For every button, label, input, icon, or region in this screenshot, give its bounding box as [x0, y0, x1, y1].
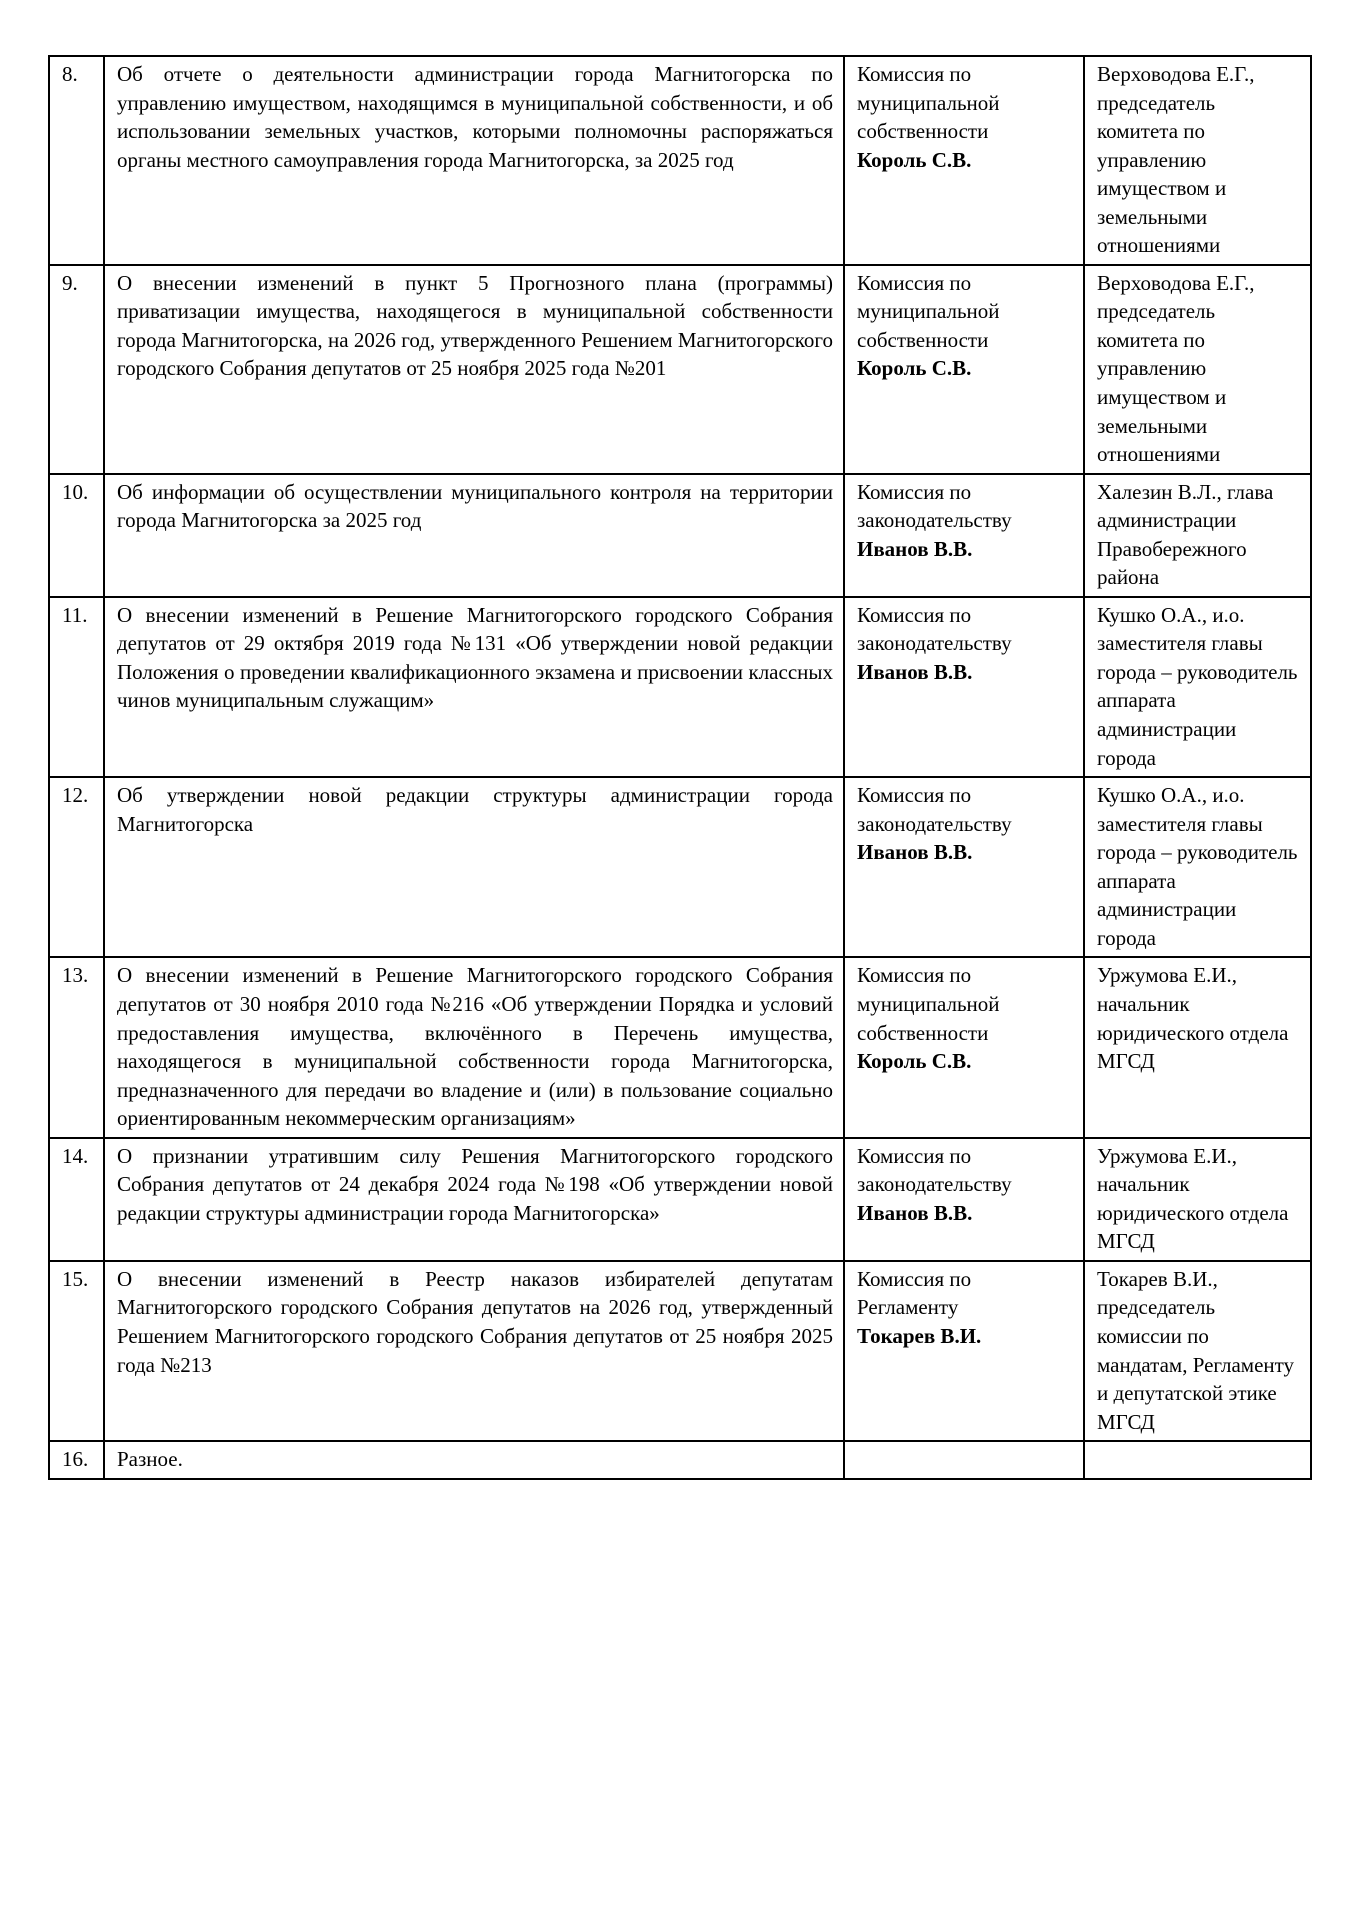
agenda-topic: Об отчете о деятельности администрации города Магнитогорска по управлению имуществом, находящимся в муниципальной собственности, и об использовании земельных участков, которыми полномочны распоряжаться органы местного самоуправления города Магнитогорска, за 2025 год: [104, 56, 844, 265]
table-row: [49, 1441, 1311, 1479]
commission-cell: [844, 1441, 1084, 1479]
responsible-person: Халезин В.Л., глава администрации Правобережного района: [1084, 474, 1311, 597]
agenda-topic: О внесении изменений в Решение Магнитогорского городского Собрания депутатов от 30 ноября 2010 года №216 «Об утверждении Порядка и условий предоставления имущества, включённого в Перечень имущества, находящегося в муниципальной собственности города Магнитогорска, предназначенного для передачи во владение и (или) в пользование социально ориентированным некоммерческим организациям»: [104, 957, 844, 1137]
table-row: [49, 1138, 1311, 1261]
table-row: [49, 777, 1311, 957]
responsible-person: Токарев В.И., председатель комиссии по мандатам, Регламенту и депутатской этике МГСД: [1084, 1261, 1311, 1441]
table-row: [49, 1261, 1311, 1441]
agenda-topic: Об информации об осуществлении муниципального контроля на территории города Магнитогорска за 2025 год: [104, 474, 844, 597]
agenda-topic: О внесении изменений в пункт 5 Прогнозного плана (программы) приватизации имущества, находящегося в муниципальной собственности города Магнитогорска, на 2026 год, утвержденного Решением Магнитогорского городского Собрания депутатов от 25 ноября 2025 года №201: [104, 265, 844, 474]
commission-name: Комиссия по Регламенту: [857, 1266, 972, 1320]
table-row: [49, 957, 1311, 1137]
row-number: 13.: [49, 957, 104, 1137]
row-number: 15.: [49, 1261, 104, 1441]
row-number: 12.: [49, 777, 104, 957]
row-number: 14.: [49, 1138, 104, 1261]
table-row: [49, 474, 1311, 597]
row-number: 8.: [49, 56, 104, 265]
responsible-person: Кушко О.А., и.о. заместителя главы города – руководитель аппарата администрации города: [1084, 777, 1311, 957]
table-row: [49, 265, 1311, 474]
commission-chair: Иванов В.В.: [857, 840, 973, 865]
commission-cell: [844, 777, 1084, 957]
commission-chair: Иванов В.В.: [857, 536, 973, 561]
table-row: [49, 597, 1311, 777]
commission-name: Комиссия по законодательству: [857, 1143, 1012, 1197]
commission-cell: [844, 265, 1084, 474]
row-number: 10.: [49, 474, 104, 597]
row-number: 11.: [49, 597, 104, 777]
agenda-topic: О признании утратившим силу Решения Магнитогорского городского Собрания депутатов от 24 декабря 2024 года №198 «Об утверждении новой редакции структуры администрации города Магнитогорска»: [104, 1138, 844, 1261]
responsible-person: Уржумова Е.И., начальник юридического отдела МГСД: [1084, 1138, 1311, 1261]
commission-name: Комиссия по законодательству: [857, 602, 1012, 656]
responsible-person: Верховодова Е.Г., председатель комитета по управлению имуществом и земельными отношениями: [1084, 265, 1311, 474]
commission-chair: Король С.В.: [857, 1049, 972, 1074]
commission-name: Комиссия по муниципальной собственности: [857, 270, 1000, 352]
commission-cell: [844, 1261, 1084, 1441]
responsible-person: Уржумова Е.И., начальник юридического отдела МГСД: [1084, 957, 1311, 1137]
table-row: [49, 56, 1311, 265]
agenda-topic: Разное.: [104, 1441, 844, 1479]
agenda-table: [48, 55, 1312, 1480]
responsible-person: Верховодова Е.Г., председатель комитета по управлению имуществом и земельными отношениями: [1084, 56, 1311, 265]
commission-chair: Токарев В.И.: [857, 1323, 982, 1348]
commission-chair: Король С.В.: [857, 147, 972, 172]
responsible-person: [1084, 1441, 1311, 1479]
commission-chair: Иванов В.В.: [857, 1200, 973, 1225]
agenda-topic: О внесении изменений в Решение Магнитогорского городского Собрания депутатов от 29 октября 2019 года №131 «Об утверждении новой редакции Положения о проведении квалификационного экзамена и присвоении классных чинов муниципальным служащим»: [104, 597, 844, 777]
commission-name: Комиссия по законодательству: [857, 479, 1012, 533]
row-number: 16.: [49, 1441, 104, 1479]
commission-cell: [844, 597, 1084, 777]
commission-cell: [844, 1138, 1084, 1261]
agenda-topic: Об утверждении новой редакции структуры администрации города Магнитогорска: [104, 777, 844, 957]
responsible-person: Кушко О.А., и.о. заместителя главы города – руководитель аппарата администрации города: [1084, 597, 1311, 777]
agenda-topic: О внесении изменений в Реестр наказов избирателей депутатам Магнитогорского городского Собрания депутатов на 2026 год, утвержденный Решением Магнитогорского городского Собрания депутатов от 25 ноября 2025 года №213: [104, 1261, 844, 1441]
commission-name: Комиссия по законодательству: [857, 783, 1012, 836]
commission-chair: Король С.В.: [857, 356, 972, 381]
commission-chair: Иванов В.В.: [857, 659, 973, 684]
row-number: 9.: [49, 265, 104, 474]
commission-cell: [844, 474, 1084, 597]
commission-cell: [844, 56, 1084, 265]
commission-cell: [844, 957, 1084, 1137]
commission-name: Комиссия по муниципальной собственности: [857, 963, 1000, 1045]
commission-name: Комиссия по муниципальной собственности: [857, 62, 1000, 144]
